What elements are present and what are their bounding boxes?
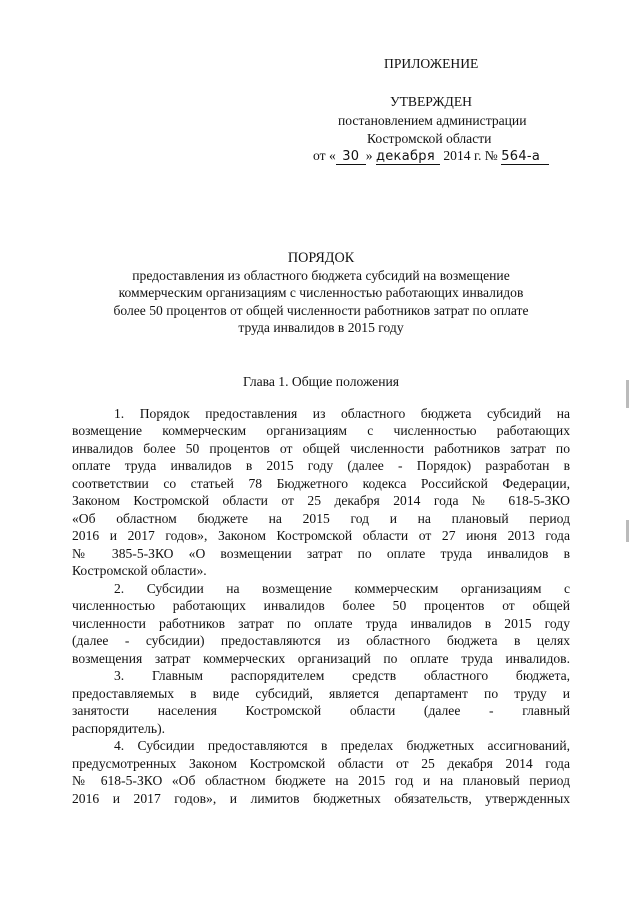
body-line: численности работников затрат по оплате труда инвалидов в 2015 году [72, 616, 570, 631]
title-line: труда инвалидов в 2015 году [238, 320, 404, 335]
title-line: коммерческим организациям с численностью работающих инвалидов [118, 285, 524, 300]
body-line: 4. Субсидии предоставляются в пределах бюджетных ассигнований, [114, 738, 570, 753]
date-middle: » [365, 148, 373, 163]
body-line: инвалидов более 50 процентов от общей численности работников затрат по [72, 441, 570, 456]
body-line: предусмотренных Законом Костромской области от 25 декабря 2014 года [72, 756, 570, 771]
scan-mark [626, 380, 629, 408]
title-line: предоставления из областного бюджета субсидий на возмещение [132, 268, 510, 283]
title-line: более 50 процентов от общей численности работников затрат по оплате [113, 303, 529, 318]
date-day: 30 [336, 150, 366, 165]
scan-mark [626, 520, 629, 542]
appendix-label: ПРИЛОЖЕНИЕ [384, 56, 479, 71]
approved-label: УТВЕРЖДЕН [390, 94, 472, 109]
body-line: Костромской области». [72, 563, 207, 578]
body-line: занятости населения Костромской области (далее - главный [72, 703, 570, 718]
body-line: возмещение коммерческим организациям с численностью работающих [72, 423, 570, 438]
body-line: № 618-5-ЗКО «Об областном бюджете на 2015 год и на плановый период [72, 773, 570, 788]
body-line: численностью работающих инвалидов более 50 процентов от общей [72, 598, 570, 613]
document-title: ПОРЯДОК [287, 250, 355, 266]
body-line: Законом Костромской области от 25 декабря 2014 года № 618-5-ЗКО [72, 493, 570, 508]
body-line: 2016 и 2017 годов», Законом Костромской области от 27 июня 2013 года [72, 528, 570, 543]
body-line: (далее - субсидии) предоставляются из областного бюджета в целях [72, 633, 570, 648]
body-line: распорядитель). [72, 721, 166, 736]
date-month: декабря [376, 150, 440, 165]
body-line: возмещения затрат коммерческих организаций по оплате труда инвалидов. [72, 651, 570, 666]
body-line: оплате труда инвалидов в 2015 году (далее - Порядок) разработан в [72, 458, 570, 473]
body-line: соответствии со статьей 78 Бюджетного кодекса Российской Федерации, [72, 476, 570, 491]
date-prefix: от « [313, 148, 336, 163]
body-line: 3. Главным распорядителем средств областного бюджета, [114, 668, 570, 683]
body-line: 2. Субсидии на возмещение коммерческим организациям с [114, 581, 570, 596]
body-line: «Об областном бюджете на 2015 год и на плановый период [72, 511, 570, 526]
decree-date-line [313, 148, 549, 165]
body-line: 2016 и 2017 годов», и лимитов бюджетных обязательств, утвержденных [72, 791, 570, 806]
decree-number: 564-а [501, 150, 549, 165]
date-year: 2014 г. № [443, 148, 498, 163]
body-line: предоставляемых в виде субсидий, является департамент по труду и [72, 686, 570, 701]
body-line: 1. Порядок предоставления из областного бюджета субсидий на [114, 406, 570, 421]
chapter-heading: Глава 1. Общие положения [242, 374, 399, 389]
approved-by-line-1: постановлением администрации [338, 113, 527, 128]
approved-by-line-2: Костромской области [367, 131, 492, 146]
body-line: № 385-5-ЗКО «О возмещении затрат по оплате труда инвалидов в [72, 546, 570, 561]
